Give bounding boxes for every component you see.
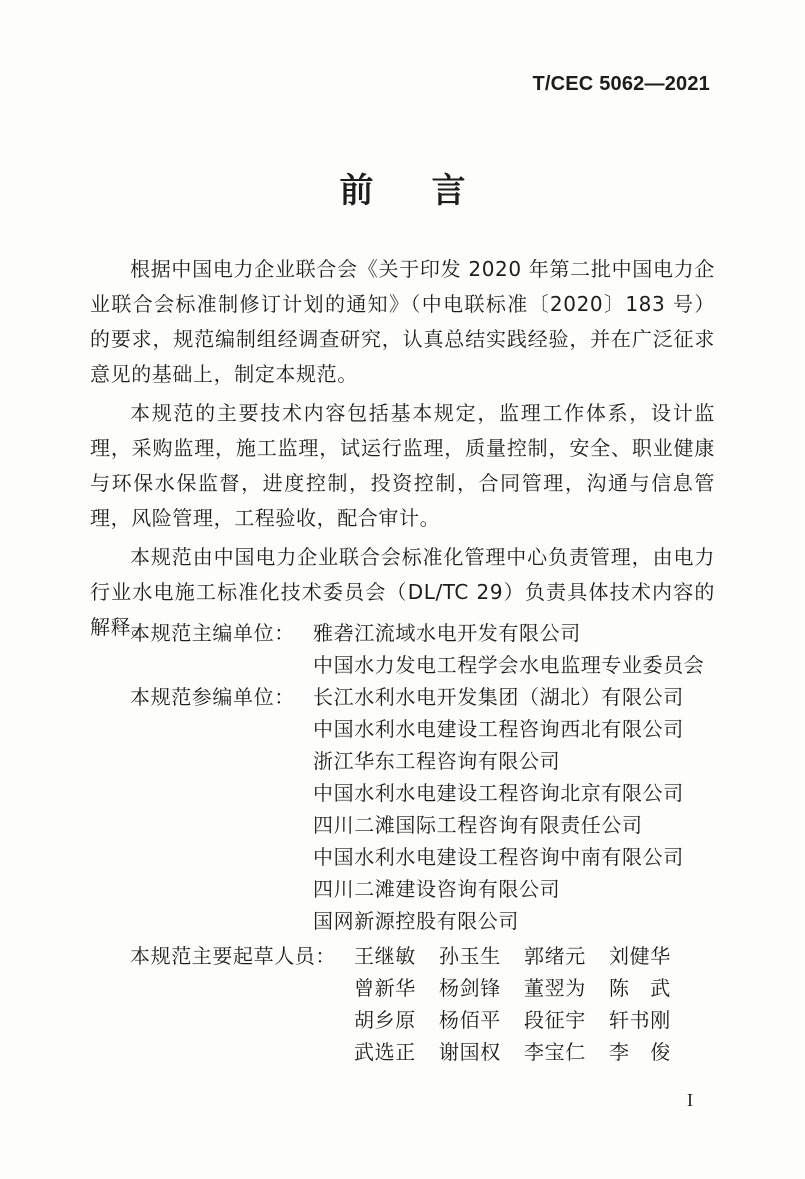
list-item (130, 649, 720, 681)
preface-body (90, 252, 715, 649)
unit-name: 长江水利水电开发集团（湖北）有限公司 (313, 685, 684, 709)
participating-units-label: 本规范参编单位： (130, 685, 295, 709)
page-title: 前言 (339, 171, 524, 211)
drafter-name: 陈 武 (609, 976, 671, 1000)
drafter-name: 董翌为 (524, 976, 586, 1000)
drafter-name: 孙玉生 (439, 944, 501, 968)
unit-name: 浙江华东工程咨询有限公司 (313, 749, 561, 773)
unit-name: 四川二滩建设咨询有限公司 (313, 877, 561, 901)
list-item (130, 809, 720, 841)
drafter-name: 武选正 (354, 1040, 416, 1064)
list-item (130, 681, 720, 713)
drafter-name: 李宝仁 (524, 1040, 586, 1064)
drafter-name: 刘健华 (609, 944, 671, 968)
paragraph-3: 本规范由中国电力企业联合会标准化管理中心负责管理，由电力行业水电施工标准化技术委员会（DL/TC 29）负责具体技术内容的解释。 (90, 545, 715, 639)
drafter-name: 杨佰平 (439, 1008, 501, 1032)
drafter-name: 曾新华 (354, 976, 416, 1000)
unit-name: 中国水力发电工程学会水电监理专业委员会 (313, 653, 705, 677)
list-item (130, 841, 720, 873)
participating-units-list (130, 681, 720, 937)
drafter-name: 谢国权 (439, 1040, 501, 1064)
page-number: I (687, 1090, 693, 1110)
drafters-row (354, 1036, 694, 1068)
unit-name: 四川二滩国际工程咨询有限责任公司 (313, 813, 643, 837)
unit-name: 中国水利水电建设工程咨询西北有限公司 (313, 717, 684, 741)
drafters-grid (354, 940, 694, 1068)
standard-code: T/CEC 5062—2021 (532, 73, 710, 95)
list-item (130, 905, 720, 937)
list-item (130, 745, 720, 777)
drafter-name: 杨剑锋 (439, 976, 501, 1000)
unit-name: 雅砻江流域水电开发有限公司 (313, 621, 581, 645)
unit-name: 国网新源控股有限公司 (313, 909, 519, 933)
drafters-row (354, 972, 694, 1004)
chief-units-label: 本规范主编单位： (130, 621, 295, 645)
list-item (130, 873, 720, 905)
drafters-row (354, 940, 694, 972)
drafter-name: 李 俊 (609, 1040, 671, 1064)
drafters-label: 本规范主要起草人员： (130, 944, 336, 968)
list-item (130, 713, 720, 745)
drafter-name: 郭绪元 (524, 944, 586, 968)
drafter-name: 段征宇 (524, 1008, 586, 1032)
unit-name: 中国水利水电建设工程咨询中南有限公司 (313, 845, 684, 869)
drafters-row (354, 1004, 694, 1036)
unit-name: 中国水利水电建设工程咨询北京有限公司 (313, 781, 684, 805)
drafter-name: 王继敏 (354, 944, 416, 968)
list-item (130, 777, 720, 809)
drafter-name: 胡乡原 (354, 1008, 416, 1032)
chief-units-list (130, 617, 720, 681)
drafter-name: 轩书刚 (609, 1008, 671, 1032)
paragraph-1: 根据中国电力企业联合会《关于印发 2020 年第二批中国电力企业联合会标准制修订计划的通知》（中电联标准〔2020〕183 号）的要求，规范编制组经调查研究，认真总结实践经验，并在广泛征求意见的基础上，制定本规范。 (90, 257, 715, 386)
paragraph-2: 本规范的主要技术内容包括基本规定，监理工作体系，设计监理，采购监理，施工监理，试运行监理，质量控制，安全、职业健康与环保水保监督，进度控制，投资控制，合同管理，沟通与信息管理，风险管理，工程验收，配合审计。 (90, 401, 715, 530)
list-item (130, 617, 720, 649)
